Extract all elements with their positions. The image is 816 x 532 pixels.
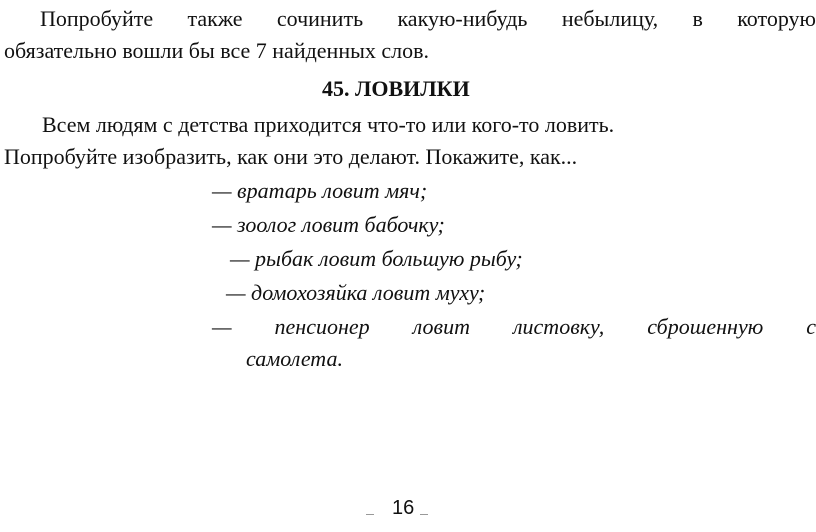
section-title: 45. ЛОВИЛКИ [322, 76, 470, 101]
list-item-fisherman: — рыбак ловит большую рыбу; [230, 246, 523, 271]
page-number: 16 [392, 497, 415, 519]
pensioner-word: с [806, 314, 816, 339]
intro-line-2: обязательно вошли бы все 7 найденных слов. [4, 38, 430, 63]
list-item-pensioner-continuation: самолета. [246, 346, 343, 371]
footer-mark-right [420, 514, 428, 515]
pensioner-word: листовку, [512, 314, 605, 339]
pensioner-word: — [212, 314, 232, 339]
section-paragraph-line-2: Попробуйте изобразить, как они это делают. Покажите, как... [4, 144, 578, 169]
list-item-zoologist: — зоолог ловит бабочку; [212, 212, 445, 237]
pensioner-word: пенсионер [274, 314, 370, 339]
intro-word: сочинить [276, 6, 364, 31]
footer-mark-left [366, 514, 374, 515]
intro-word: также [187, 6, 243, 31]
list-item-goalkeeper: — вратарь ловит мяч; [212, 178, 428, 203]
intro-word: в [692, 6, 703, 31]
intro-line-1 [40, 6, 816, 32]
intro-word: небылицу, [561, 6, 659, 31]
pensioner-word: сброшенную [647, 314, 764, 339]
intro-word: которую [737, 6, 816, 31]
pensioner-word: ловит [412, 314, 470, 339]
list-item-pensioner [212, 314, 816, 340]
list-item-housewife: — домохозяйка ловит муху; [226, 280, 486, 305]
intro-word: Попробуйте [40, 6, 154, 31]
section-paragraph-line-1: Всем людям с детства приходится что-то или кого-то ловить. [42, 112, 615, 137]
intro-word: какую-нибудь [397, 6, 528, 31]
